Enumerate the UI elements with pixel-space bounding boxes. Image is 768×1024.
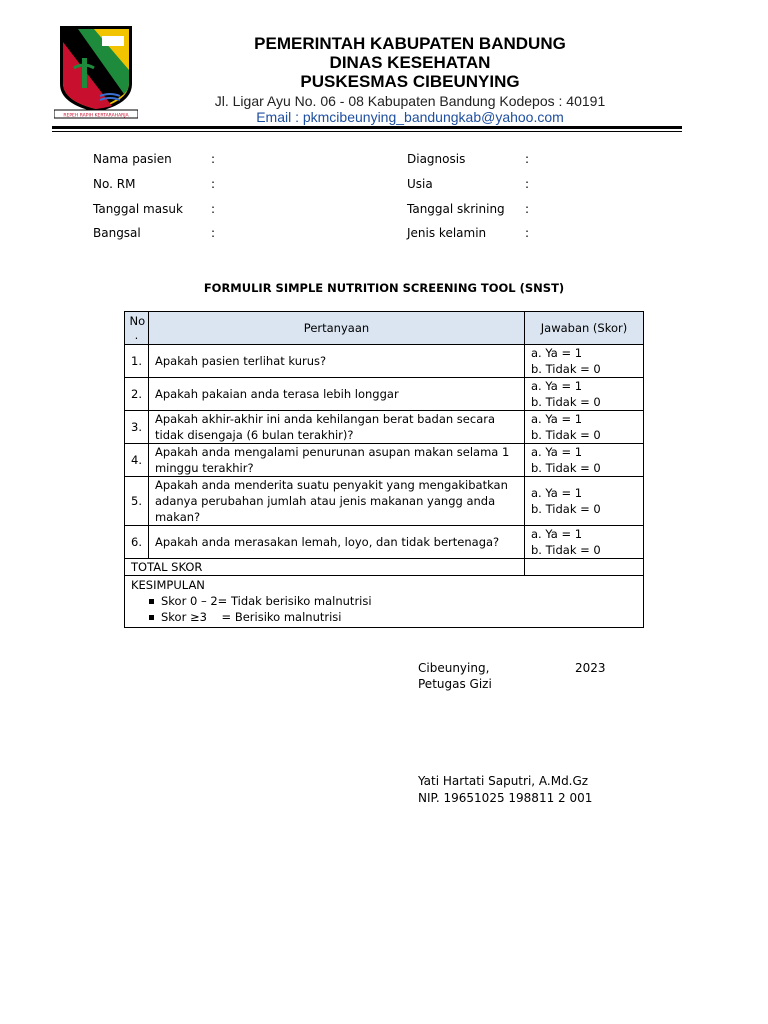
letterhead-email: Email : pkmcibeunying_bandungkab@yahoo.com bbox=[256, 109, 564, 125]
row-question: Apakah akhir-akhir ini anda kehilangan berat badan secara tidak disengaja (6 bulan terakhir)? bbox=[148, 411, 524, 444]
table-row bbox=[125, 526, 644, 559]
label-usia: Usia bbox=[407, 177, 433, 191]
colon: : bbox=[525, 226, 530, 240]
row-answer bbox=[525, 378, 644, 411]
label-jenis-kelamin: Jenis kelamin bbox=[407, 226, 487, 240]
signature-name: Yati Hartati Saputri, A.Md.Gz bbox=[418, 774, 589, 788]
row-question: Apakah anda mengalami penurunan asupan makan selama 1 minggu terakhir? bbox=[148, 444, 524, 477]
conclusion-label: KESIMPULAN bbox=[131, 578, 205, 592]
letterhead-rule-thin bbox=[52, 131, 682, 132]
row-number: 4. bbox=[125, 444, 149, 477]
conclusion-item: Skor 0 – 2= Tidak berisiko malnutrisi bbox=[149, 593, 637, 609]
label-tanggal-skrining: Tanggal skrining bbox=[407, 202, 505, 216]
row-answer bbox=[525, 444, 644, 477]
colon: : bbox=[211, 202, 216, 216]
answer-yes: a. Ya = 1 bbox=[531, 486, 583, 500]
snst-table bbox=[124, 311, 644, 628]
header-answer: Jawaban (Skor) bbox=[525, 312, 644, 345]
letterhead-department: DINAS KESEHATAN bbox=[329, 53, 491, 72]
signature-role: Petugas Gizi bbox=[418, 677, 492, 691]
row-number: 1. bbox=[125, 345, 149, 378]
answer-no: b. Tidak = 0 bbox=[531, 362, 601, 376]
row-answer bbox=[525, 411, 644, 444]
label-diagnosis: Diagnosis bbox=[407, 152, 466, 166]
colon: : bbox=[525, 202, 530, 216]
letterhead-rule-thick bbox=[52, 126, 682, 129]
letterhead-puskesmas: PUSKESMAS CIBEUNYING bbox=[300, 72, 520, 91]
svg-text:REPEH RAPIH KERTARAHARJA: REPEH RAPIH KERTARAHARJA bbox=[63, 113, 129, 119]
colon: : bbox=[211, 152, 216, 166]
answer-no: b. Tidak = 0 bbox=[531, 428, 601, 442]
colon: : bbox=[525, 177, 530, 191]
answer-no: b. Tidak = 0 bbox=[531, 395, 601, 409]
form-title: FORMULIR SIMPLE NUTRITION SCREENING TOOL (SNST) bbox=[203, 281, 565, 295]
signature-nip: NIP. 19651025 198811 2 001 bbox=[418, 791, 593, 805]
signature-place: Cibeunying, bbox=[418, 661, 490, 675]
answer-yes: a. Ya = 1 bbox=[531, 445, 583, 459]
row-answer bbox=[525, 477, 644, 526]
total-label: TOTAL SKOR bbox=[125, 559, 525, 576]
answer-no: b. Tidak = 0 bbox=[531, 502, 601, 516]
conclusion-cell bbox=[125, 576, 644, 628]
table-header-row bbox=[125, 312, 644, 345]
answer-no: b. Tidak = 0 bbox=[531, 461, 601, 475]
conclusion-list bbox=[131, 593, 637, 625]
row-number: 3. bbox=[125, 411, 149, 444]
answer-yes: a. Ya = 1 bbox=[531, 412, 583, 426]
table-row bbox=[125, 444, 644, 477]
conclusion-item: Skor ≥3 = Berisiko malnutrisi bbox=[149, 609, 637, 625]
row-question: Apakah pasien terlihat kurus? bbox=[148, 345, 524, 378]
label-tanggal-masuk: Tanggal masuk bbox=[93, 202, 183, 216]
row-question: Apakah pakaian anda terasa lebih longgar bbox=[148, 378, 524, 411]
label-nama-pasien: Nama pasien bbox=[93, 152, 172, 166]
row-number: 6. bbox=[125, 526, 149, 559]
table-row bbox=[125, 378, 644, 411]
row-answer bbox=[525, 526, 644, 559]
row-answer bbox=[525, 345, 644, 378]
conclusion-row bbox=[125, 576, 644, 628]
answer-no: b. Tidak = 0 bbox=[531, 543, 601, 557]
row-number: 2. bbox=[125, 378, 149, 411]
total-value bbox=[525, 559, 644, 576]
header-no bbox=[125, 312, 149, 345]
table-row bbox=[125, 411, 644, 444]
signature-year: 2023 bbox=[575, 661, 606, 675]
kabupaten-bandung-emblem-icon bbox=[54, 22, 138, 120]
header-no-label: No . bbox=[129, 314, 146, 342]
row-number: 5. bbox=[125, 477, 149, 526]
label-no-rm: No. RM bbox=[93, 177, 136, 191]
letterhead-government: PEMERINTAH KABUPATEN BANDUNG bbox=[254, 34, 566, 53]
table-row bbox=[125, 477, 644, 526]
label-bangsal: Bangsal bbox=[93, 226, 141, 240]
row-question: Apakah anda menderita suatu penyakit yang mengakibatkan adanya perubahan jumlah atau jenis makanan yangg anda makan? bbox=[148, 477, 524, 526]
letterhead-address: Jl. Ligar Ayu No. 06 - 08 Kabupaten Bandung Kodepos : 40191 bbox=[214, 93, 606, 109]
colon: : bbox=[211, 177, 216, 191]
total-row bbox=[125, 559, 644, 576]
answer-yes: a. Ya = 1 bbox=[531, 527, 583, 541]
table-row bbox=[125, 345, 644, 378]
answer-yes: a. Ya = 1 bbox=[531, 379, 583, 393]
colon: : bbox=[525, 152, 530, 166]
answer-yes: a. Ya = 1 bbox=[531, 346, 583, 360]
row-question: Apakah anda merasakan lemah, loyo, dan tidak bertenaga? bbox=[148, 526, 524, 559]
header-question: Pertanyaan bbox=[148, 312, 524, 345]
colon: : bbox=[211, 226, 216, 240]
